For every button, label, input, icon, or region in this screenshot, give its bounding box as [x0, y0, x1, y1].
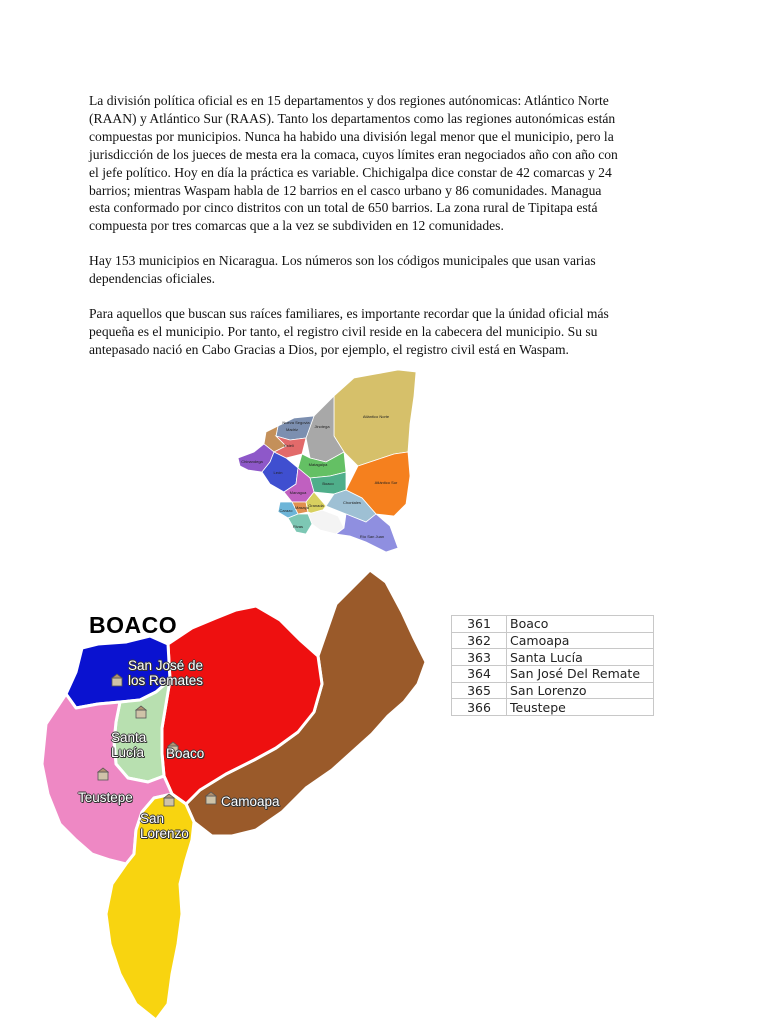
- boaco-map-title: BOACO: [89, 612, 178, 638]
- paragraph-division-politica: La división política oficial es en 15 departamentos y dos regiones autónomicas: Atlántico Norte (RAAN) y Atlántico Sur (RAAS). Tanto los departamentos como las regiones autonómicas están compuestas por municipios. Nunca ha habido una división legal menor que el municipio, pero la jurisdicción de los jueces de mesta era la comaca, cuyos límites eran negociados año con año con el jefe político. Hoy en día la práctica es variable. Chichigalpa dice constar de 42 comarcas y 24 barrios; mientras Waspam habla de 12 barrios en el casco urbano y 86 comunidades. Managua esta conformado por cinco distritos con un total de 650 barrios. La zona rural de Tipitapa está compuesta por tres comarcas que a la vez se subdividen en 12 comunidades.: [89, 93, 618, 234]
- map-label-carazo: Carazo: [279, 508, 293, 513]
- table-row: [452, 682, 654, 699]
- map-label-camoapa: Camoapa: [221, 794, 280, 809]
- municipality-name-cell: San Lorenzo: [507, 682, 654, 699]
- municipal-code-cell: 363: [452, 649, 507, 666]
- map-label-boaco: Boaco: [166, 746, 205, 761]
- map-label-jinotega: Jinotega: [314, 424, 330, 429]
- map-label-leon: León: [273, 470, 283, 475]
- table-row: [452, 699, 654, 716]
- municipality-name-cell: Camoapa: [507, 632, 654, 649]
- municipal-code-cell: 365: [452, 682, 507, 699]
- map-label-santa-lucia: Santa Lucía: [111, 730, 147, 760]
- municipal-code-cell: 364: [452, 666, 507, 683]
- map-label-masaya: Masaya: [294, 505, 310, 510]
- map-label-san-jose-de-los-remates: San José de los Remates: [128, 658, 204, 688]
- map-label-rivas: Rivas: [292, 524, 304, 529]
- map-label-chontales: Chontales: [342, 500, 362, 505]
- municipality-name-cell: Teustepe: [507, 699, 654, 716]
- table-row: [452, 616, 654, 633]
- map-label-boaco: Boaco: [322, 481, 334, 486]
- map-label-rio-san-juan: Río San Juan: [359, 534, 385, 539]
- municipality-name-cell: San José Del Remate: [507, 666, 654, 683]
- map-label-esteli: Estelí: [283, 443, 295, 448]
- map-label-san-lorenzo: San Lorenzo: [140, 811, 189, 841]
- municipal-codes-table: [451, 615, 654, 716]
- municipal-code-cell: 366: [452, 699, 507, 716]
- map-label-managua: Managua: [289, 490, 307, 495]
- municipality-name-cell: Boaco: [507, 616, 654, 633]
- map-label-teustepe: Teustepe: [78, 790, 133, 805]
- municipal-code-cell: 362: [452, 632, 507, 649]
- municipal-code-cell: 361: [452, 616, 507, 633]
- map-label-atlantico-norte: Atlántico Norte: [362, 414, 390, 419]
- map-label-chinandega: Chinandega: [241, 459, 263, 464]
- paragraph-raices-familiares: Para aquellos que buscan sus raíces familiares, es importante recordar que la únidad oficial más pequeña es el municipio. Por tanto, el registro civil reside en la cabecera del municipio. Su su antepasado nació en Cabo Gracias a Dios, por ejemplo, el registro civil está en Waspam.: [89, 306, 609, 357]
- nicaragua-departments-map: [226, 366, 436, 564]
- table-row: [452, 632, 654, 649]
- map-label-nueva-segovia: Nueva Segovia: [282, 420, 310, 425]
- table-row: [452, 666, 654, 683]
- paragraph-municipios-count: Hay 153 municipios en Nicaragua. Los números son los códigos municipales que usan varias dependencias oficiales.: [89, 253, 596, 286]
- table-row: [452, 649, 654, 666]
- map-label-matagalpa: Matagalpa: [308, 462, 328, 467]
- map-lake-nicaragua: [308, 510, 344, 534]
- map-label-granada: Granada: [308, 503, 324, 508]
- map-label-atlantico-sur: Atlántico Sur: [374, 480, 398, 485]
- map-label-madriz: Madriz: [285, 427, 299, 432]
- municipality-name-cell: Santa Lucía: [507, 649, 654, 666]
